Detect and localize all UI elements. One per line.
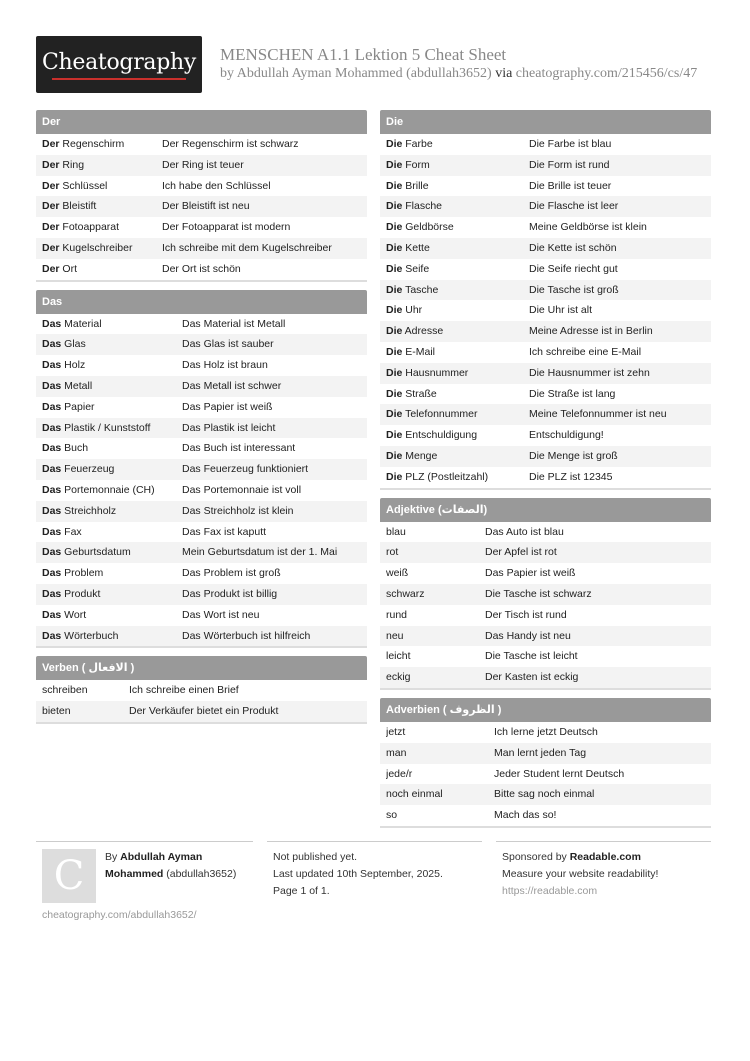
- table-row: [36, 438, 367, 459]
- example: Das Metall ist schwer: [182, 379, 282, 392]
- term: [386, 259, 529, 280]
- article: Der: [42, 200, 60, 213]
- die-rows: [380, 134, 711, 488]
- noun: Geldbörse: [402, 221, 454, 234]
- table-row: [380, 563, 711, 584]
- avatar-letter: C: [53, 853, 85, 899]
- sponsor-link[interactable]: https://readable.com: [502, 885, 598, 897]
- example: Der Verkäufer bietet ein Produkt: [129, 705, 279, 718]
- article: Die: [386, 138, 403, 150]
- footer-sponsor: [502, 849, 658, 900]
- section-title: Verben ( الافعال ): [36, 656, 367, 680]
- page-suffix: .: [326, 885, 330, 897]
- example: Der Tisch ist rund: [485, 608, 567, 621]
- table-row: [380, 321, 711, 342]
- term: schreiben: [42, 684, 88, 697]
- example: Der Ring ist teuer: [162, 158, 244, 171]
- footer-status: [273, 849, 443, 900]
- noun: Regenschirm: [59, 138, 125, 150]
- term: [386, 155, 529, 176]
- term: eckig: [386, 671, 411, 684]
- sponsor-tagline: Measure your website readability!: [502, 868, 659, 880]
- term: [386, 196, 529, 217]
- article: Die: [386, 366, 403, 379]
- table-row: [36, 334, 367, 355]
- footer-divider: [36, 841, 253, 842]
- term: [42, 584, 182, 605]
- article: Die: [386, 179, 403, 192]
- noun: Metall: [61, 379, 93, 392]
- noun: Form: [402, 158, 430, 171]
- table-row: [380, 446, 711, 467]
- example: Das Handy ist neu: [485, 629, 571, 642]
- table-row: [36, 314, 367, 335]
- term: [42, 196, 162, 217]
- example: Das Papier ist weiß: [485, 567, 576, 580]
- article: Das: [42, 421, 62, 434]
- table-row: [380, 342, 711, 363]
- noun: Hausnummer: [402, 366, 469, 379]
- example: Die Hausnummer ist zehn: [529, 366, 650, 379]
- sponsor-name[interactable]: Readable.com: [569, 851, 641, 863]
- example: Die Straße ist lang: [529, 387, 616, 400]
- article: Die: [386, 262, 403, 275]
- right-column: [380, 110, 711, 836]
- footer-divider: [267, 841, 482, 842]
- published-status: Not published yet.: [273, 851, 358, 863]
- term: [42, 355, 182, 376]
- noun: Seife: [402, 262, 430, 275]
- article: Der: [42, 241, 60, 254]
- term: [386, 425, 529, 446]
- table-row: [36, 196, 367, 217]
- section-title: Der: [36, 110, 367, 134]
- example: Die Uhr ist alt: [529, 304, 593, 317]
- example: Die Brille ist teuer: [529, 179, 612, 192]
- example: Das Plastik ist leicht: [182, 421, 276, 434]
- example: Das Material ist Metall: [182, 317, 286, 330]
- noun: Material: [61, 317, 102, 330]
- term: so: [386, 809, 398, 822]
- article: Das: [42, 359, 62, 372]
- article: Das: [42, 546, 62, 559]
- term: [42, 334, 182, 355]
- section-title: Adverbien ( الظروف ): [380, 698, 711, 722]
- table-row: [380, 467, 711, 488]
- example: Die PLZ ist 12345: [529, 470, 613, 483]
- term: [42, 418, 182, 439]
- article: Die: [386, 221, 403, 234]
- noun: Menge: [402, 449, 438, 462]
- last-updated: Last updated 10th September, 2025.: [273, 868, 443, 880]
- example: Meine Geldbörse ist klein: [529, 221, 647, 234]
- noun: Buch: [61, 442, 89, 455]
- article: Das: [42, 483, 62, 496]
- noun: Glas: [61, 338, 86, 351]
- noun: Farbe: [402, 138, 433, 150]
- example: Der Ort ist schön: [162, 262, 241, 275]
- by-prefix: by: [220, 66, 237, 81]
- article: Das: [42, 587, 62, 600]
- left-column: [36, 110, 367, 732]
- table-row: [36, 355, 367, 376]
- term: [42, 501, 182, 522]
- section-title: Die: [380, 110, 711, 134]
- author-avatar[interactable]: [42, 849, 96, 903]
- section-die: [380, 110, 711, 490]
- example: Das Wörterbuch ist hilfreich: [182, 629, 311, 642]
- noun: Kugelschreiber: [59, 241, 133, 254]
- example: Mein Geburtsdatum ist der 1. Mai: [182, 546, 338, 559]
- term: [42, 259, 162, 280]
- article: Der: [42, 158, 60, 171]
- term: weiß: [386, 567, 409, 580]
- example: Meine Telefonnummer ist neu: [529, 408, 667, 421]
- term: man: [386, 746, 407, 759]
- term: leicht: [386, 650, 411, 663]
- term: [386, 342, 529, 363]
- table-row: [36, 459, 367, 480]
- term: [386, 467, 529, 488]
- table-row: [36, 134, 367, 155]
- table-row: [36, 480, 367, 501]
- table-row: [380, 425, 711, 446]
- noun: Adresse: [402, 325, 444, 338]
- noun: PLZ (Postleitzahl): [402, 470, 489, 483]
- noun: Straße: [402, 387, 437, 400]
- term: [42, 217, 162, 238]
- term: [386, 363, 529, 384]
- verben-rows: [36, 680, 367, 722]
- by-label: By: [105, 851, 121, 863]
- article: Der: [42, 262, 60, 275]
- example: Jeder Student lernt Deutsch: [494, 767, 625, 780]
- noun: Bleistift: [59, 200, 97, 213]
- noun: Problem: [61, 567, 104, 580]
- table-row: [380, 217, 711, 238]
- example: Die Tasche ist leicht: [485, 650, 578, 663]
- table-row: [380, 626, 711, 647]
- noun: Produkt: [61, 587, 101, 600]
- table-row: [36, 701, 367, 722]
- article: Die: [386, 429, 403, 442]
- table-row: [36, 563, 367, 584]
- term: [386, 134, 529, 155]
- noun: Geburtsdatum: [61, 546, 131, 559]
- term: [42, 397, 182, 418]
- term: noch einmal: [386, 788, 443, 801]
- table-row: [36, 259, 367, 280]
- noun: Ort: [59, 262, 78, 275]
- page-indicator: [273, 883, 443, 900]
- example: Der Regenschirm ist schwarz: [162, 138, 299, 150]
- noun: Feuerzeug: [61, 463, 115, 476]
- noun: Schlüssel: [59, 179, 108, 192]
- table-row: [380, 722, 711, 743]
- example: Das Feuerzeug funktioniert: [182, 463, 309, 476]
- noun: Flasche: [402, 200, 443, 213]
- term: [386, 176, 529, 197]
- term: [42, 134, 162, 155]
- term: [386, 280, 529, 301]
- article: Der: [42, 179, 60, 192]
- profile-link[interactable]: cheatography.com/abdullah3652/: [42, 909, 197, 921]
- table-row: [36, 680, 367, 701]
- noun: Streichholz: [61, 504, 117, 517]
- example: Man lernt jeden Tag: [494, 746, 587, 759]
- example: Die Menge ist groß: [529, 449, 618, 462]
- logo-text: Cheatography: [41, 50, 197, 75]
- term: jede/r: [386, 767, 413, 780]
- article: Das: [42, 608, 62, 621]
- table-row: [36, 376, 367, 397]
- term: [42, 314, 182, 335]
- table-row: [36, 397, 367, 418]
- table-row: [380, 743, 711, 764]
- table-row: [36, 501, 367, 522]
- article: Die: [386, 408, 403, 421]
- table-row: [380, 605, 711, 626]
- table-row: [36, 238, 367, 259]
- adverbien-rows: [380, 722, 711, 826]
- example: Das Holz ist braun: [182, 359, 268, 372]
- example: Meine Adresse ist in Berlin: [529, 325, 653, 338]
- example: Ich schreibe eine E-Mail: [529, 345, 642, 358]
- article: Die: [386, 283, 403, 296]
- page-total: 1: [320, 885, 327, 897]
- article: Das: [42, 317, 62, 330]
- article: Der: [42, 138, 60, 150]
- table-row: [36, 522, 367, 543]
- noun: Tasche: [402, 283, 439, 296]
- term: [42, 176, 162, 197]
- via-text: via: [491, 66, 516, 81]
- article: Das: [42, 629, 62, 642]
- noun: Uhr: [402, 304, 423, 317]
- term: [386, 217, 529, 238]
- table-row: [36, 217, 367, 238]
- example: Entschuldigung!: [529, 429, 604, 442]
- term: rot: [386, 546, 399, 559]
- author-link[interactable]: Abdullah Ayman Mohammed (abdullah3652): [236, 66, 492, 81]
- term: [42, 459, 182, 480]
- term: [386, 384, 529, 405]
- example: Das Wort ist neu: [182, 608, 260, 621]
- example: Ich lerne jetzt Deutsch: [494, 725, 598, 738]
- noun: Portemonnaie (CH): [61, 483, 155, 496]
- article: Die: [386, 470, 403, 483]
- example: Die Flasche ist leer: [529, 200, 619, 213]
- table-row: [36, 542, 367, 563]
- example: Die Tasche ist schwarz: [485, 587, 592, 600]
- footer-divider: [496, 841, 711, 842]
- logo-underline: [52, 78, 186, 80]
- example: Die Farbe ist blau: [529, 138, 612, 150]
- term: [386, 238, 529, 259]
- table-row: [380, 155, 711, 176]
- term: jetzt: [386, 725, 406, 738]
- example: Ich schreibe einen Brief: [129, 684, 239, 697]
- table-row: [380, 805, 711, 826]
- sponsor-prefix: Sponsored by: [502, 851, 570, 863]
- example: Das Buch ist interessant: [182, 442, 296, 455]
- page-of: of: [306, 885, 321, 897]
- example: Das Portemonnaie ist voll: [182, 483, 302, 496]
- adjektive-rows: [380, 522, 711, 688]
- term: [42, 542, 182, 563]
- sheet-title: MENSCHEN A1.1 Lektion 5 Cheat Sheet: [220, 45, 507, 64]
- noun: Holz: [61, 359, 86, 372]
- term: [386, 446, 529, 467]
- article: Die: [386, 158, 403, 171]
- noun: Papier: [61, 400, 95, 413]
- article: Das: [42, 463, 62, 476]
- noun: Ring: [59, 158, 85, 171]
- article: Die: [386, 200, 403, 213]
- term: bieten: [42, 705, 71, 718]
- section-title: Das: [36, 290, 367, 314]
- table-row: [380, 584, 711, 605]
- example: Ich habe den Schlüssel: [162, 179, 271, 192]
- article: Die: [386, 387, 403, 400]
- sheet-url-link[interactable]: cheatography.com/215456/cs/47: [515, 66, 698, 81]
- article: Der: [42, 221, 60, 234]
- section-adverbien: [380, 698, 711, 828]
- table-row: [380, 363, 711, 384]
- table-row: [380, 259, 711, 280]
- der-rows: [36, 134, 367, 280]
- example: Der Fotoapparat ist modern: [162, 221, 291, 234]
- footer-author: [105, 849, 236, 883]
- sheet-byline: [220, 66, 715, 82]
- section-das: [36, 290, 367, 649]
- term: [42, 155, 162, 176]
- term: [386, 321, 529, 342]
- article: Das: [42, 504, 62, 517]
- article: Das: [42, 567, 62, 580]
- table-row: [380, 196, 711, 217]
- term: [386, 300, 529, 321]
- table-row: [36, 176, 367, 197]
- example: Das Produkt ist billig: [182, 587, 278, 600]
- article: Die: [386, 345, 403, 358]
- table-row: [380, 280, 711, 301]
- article: Die: [386, 449, 403, 462]
- table-row: [380, 300, 711, 321]
- page-prefix: Page: [273, 885, 301, 897]
- table-row: [380, 667, 711, 688]
- article: Die: [386, 241, 403, 254]
- example: Das Streichholz ist klein: [182, 504, 294, 517]
- table-row: [380, 784, 711, 805]
- term: [42, 438, 182, 459]
- term: [42, 522, 182, 543]
- section-title: Adjektive (الصفات): [380, 498, 711, 522]
- section-verben: [36, 656, 367, 724]
- example: Ich schreibe mit dem Kugelschreiber: [162, 241, 332, 254]
- example: Der Kasten ist eckig: [485, 671, 579, 684]
- term: [386, 404, 529, 425]
- article: Das: [42, 400, 62, 413]
- table-row: [380, 542, 711, 563]
- noun: Wort: [61, 608, 87, 621]
- table-row: [380, 384, 711, 405]
- author-name-line1[interactable]: Abdullah Ayman: [120, 851, 203, 863]
- table-row: [36, 418, 367, 439]
- example: Das Fax ist kaputt: [182, 525, 267, 538]
- term: blau: [386, 525, 406, 538]
- table-row: [380, 764, 711, 785]
- example: Mach das so!: [494, 809, 557, 822]
- article: Das: [42, 338, 62, 351]
- term: rund: [386, 608, 408, 621]
- term: [42, 626, 182, 647]
- author-handle: (abdullah3652): [163, 868, 237, 880]
- noun: Entschuldigung: [402, 429, 478, 442]
- page-number: 1: [300, 885, 307, 897]
- noun: Fax: [61, 525, 82, 538]
- term: [42, 376, 182, 397]
- example: Bitte sag noch einmal: [494, 788, 595, 801]
- example: Der Bleistift ist neu: [162, 200, 250, 213]
- table-row: [380, 134, 711, 155]
- cheatography-logo[interactable]: [36, 36, 202, 93]
- das-rows: [36, 314, 367, 647]
- term: [42, 605, 182, 626]
- table-row: [380, 404, 711, 425]
- noun: Telefonnummer: [402, 408, 478, 421]
- table-row: [36, 155, 367, 176]
- table-row: [36, 605, 367, 626]
- example: Das Problem ist groß: [182, 567, 281, 580]
- noun: Fotoapparat: [59, 221, 120, 234]
- table-row: [380, 522, 711, 543]
- term: [42, 238, 162, 259]
- example: Die Kette ist schön: [529, 241, 617, 254]
- term: [42, 563, 182, 584]
- noun: Wörterbuch: [61, 629, 119, 642]
- table-row: [380, 646, 711, 667]
- article: Das: [42, 442, 62, 455]
- section-adjektive: [380, 498, 711, 690]
- noun: Kette: [402, 241, 430, 254]
- example: Das Glas ist sauber: [182, 338, 274, 351]
- noun: Plastik / Kunststoff: [61, 421, 151, 434]
- article: Die: [386, 304, 403, 317]
- example: Die Tasche ist groß: [529, 283, 619, 296]
- article: Das: [42, 379, 62, 392]
- table-row: [380, 238, 711, 259]
- term: neu: [386, 629, 404, 642]
- table-row: [36, 584, 367, 605]
- example: Das Auto ist blau: [485, 525, 564, 538]
- table-row: [380, 176, 711, 197]
- author-name-line2[interactable]: Mohammed: [105, 868, 164, 880]
- article: Das: [42, 525, 62, 538]
- noun: E-Mail: [402, 345, 436, 358]
- term: [42, 480, 182, 501]
- table-row: [36, 626, 367, 647]
- example: Das Papier ist weiß: [182, 400, 273, 413]
- example: Die Form ist rund: [529, 158, 610, 171]
- example: Die Seife riecht gut: [529, 262, 618, 275]
- noun: Brille: [402, 179, 429, 192]
- example: Der Apfel ist rot: [485, 546, 557, 559]
- article: Die: [386, 325, 403, 338]
- term: schwarz: [386, 587, 425, 600]
- section-der: [36, 110, 367, 282]
